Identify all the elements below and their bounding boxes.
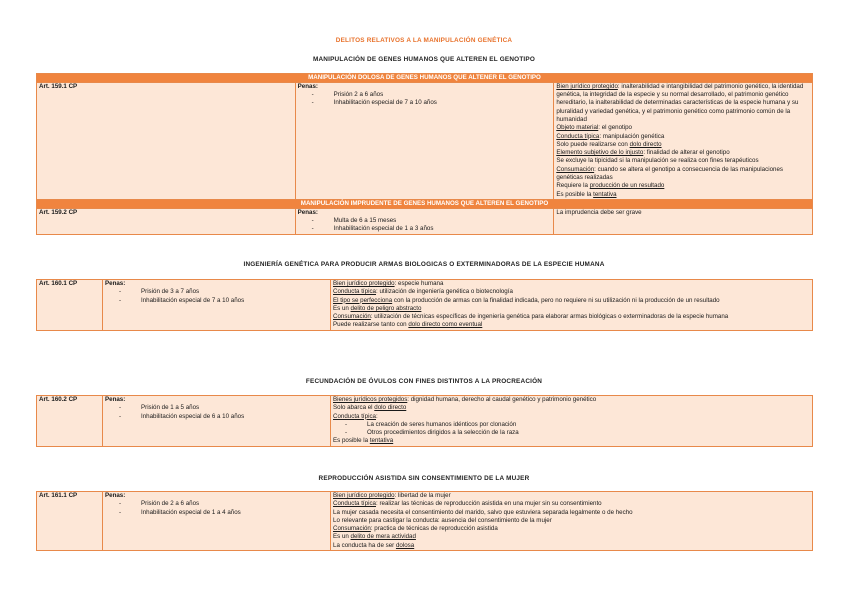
table-row [37,82,813,199]
objeto-material: Objeto material: el genotipo [556,124,632,132]
dolo-line: Puede realizarse tanto con dolo directo como eventual [333,321,483,329]
penalties-label: Penas: [105,396,126,403]
conducta-subitem: - Otros procedimientos dirigidos a la selección de la raza [345,429,519,437]
penalties-label: Penas: [105,492,126,499]
penalty-item: - Inhabilitación especial de 7 a 10 años [119,296,245,304]
row-header-imprudente: MANIPULACIÓN IMPRUDENTE DE GENES HUMANOS QUE ALTEREN EL GENOTIPO [37,199,813,208]
elemento-subjetivo: Elemento subjetivo de lo injusto: finalidad de alterar el genotipo [556,149,730,157]
table-ingenieria [36,279,813,331]
penalties-cell [103,396,331,447]
penalty-item: - Multa de 6 a 15 meses [311,217,397,225]
bullet-dash: - [119,288,122,296]
penalty-item: - Inhabilitación especial de 7 a 10 años [311,99,437,107]
imprudencia-line: La imprudencia debe ser grave [556,208,642,216]
bullet-dash: - [119,404,122,412]
exclusion-line: Se excluye la tipicidad si la manipulación se realiza con fines terapéuticos [556,157,759,165]
section-title-manipulacion: MANIPULACIÓN DE GENES HUMANOS QUE ALTEREN EL GENOTIPO [312,56,536,63]
table-row [37,280,813,331]
section-title-fecundacion: FECUNDACIÓN DE ÓVULOS CON FINES DISTINTOS A LA PROCREACIÓN [305,378,543,385]
penalty-item: - Inhabilitación especial de 1 a 3 años [311,225,434,233]
penalties-label: Penas: [297,208,318,216]
description-cell [331,396,813,447]
bien-juridico: Bien jurídico protegido: inalterabilidad e intangibilidad del patrimonio genético, la identidad genética, la integridad de la especie y su normal desarrollado, el patrimonio genético hereditario, la inalterabilidad de determinadas características de la especie humana y su pluralidad y variedad genética, y el patrimonio genético como patrimonio común de la humanidad [556,82,804,123]
mera-actividad: Es un delito de mera actividad [333,533,416,541]
section-title-reproduccion: REPRODUCCIÓN ASISTIDA SIN CONSENTIMIENTO DE LA MUJER [318,475,530,482]
requisito-line: Requiere la producción de un resultado [556,182,665,190]
penalties-cell [295,82,554,199]
table-manipulacion [36,73,813,235]
tentativa-line: Es posible la tentativa [333,437,394,445]
bullet-dash: - [345,420,348,428]
relevante-line: Lo relevante para castigar la conducta: ausencia del consentimiento de la mujer [333,516,552,524]
penalty-item: - Prisión de 2 a 6 años [119,500,200,508]
conducta-tipica: Conducta típica: utilización de ingeniería genética o biotecnología [333,288,513,296]
table-fecundacion [36,395,813,447]
bullet-dash: - [119,412,122,420]
tentativa-line: Es posible la tentativa [556,190,617,198]
tipo-perfecciona: El tipo se perfecciona con la producción de armas con la finalidad indicada, pero no requiere ni su utilización ni la producción de un resultado [333,296,720,304]
row-header-dolosa: MANIPULACIÓN DOLOSA DE GENES HUMANOS QUE ALTENER EL GENOTIPO [37,74,813,83]
penalties-label: Penas: [105,280,126,287]
section-title-ingenieria: INGENIERÍA GENÉTICA PARA PRODUCIR ARMAS BIOLOGICAS O EXTERMINADORAS DE LA ESPECIE HUMANA [243,261,605,268]
bullet-dash: - [311,99,314,107]
penalty-item: - Inhabilitación especial de 1 a 4 años [119,508,241,516]
conducta-tipica: Conducta típica: [333,412,378,420]
penalties-cell [295,208,554,234]
penalties-label: Penas: [297,82,318,90]
article-cell: Art. 160.2 CP [37,396,103,447]
penalties-cell [103,492,331,551]
mujer-casada: La mujer casada necesita el consentimiento del marido, salvo que estuviera separada legalmente o de hecho [333,508,633,516]
table-row [37,396,813,447]
consumacion: Consumación: cuando se altera el genotipo a consecuencia de las manipulaciones genéticas realizadas [556,165,784,182]
article-cell: Art. 161.1 CP [37,492,103,551]
conducta-tipica: Conducta típica: realizar las técnicas de reproducción asistida en una mujer sin su consentimiento [333,500,602,508]
document-title: DELITOS RELATIVOS A LA MANIPULACIÓN GENÉTICA [335,37,513,44]
delito-peligro: Es un delito de peligro abstracto [333,304,422,312]
bien-juridico: Bien jurídico protegido: libertad de la mujer [333,492,451,499]
bullet-dash: - [311,217,314,225]
dolo-line: Solo puede realizarse con dolo directo [556,140,662,148]
penalties-cell [103,280,331,331]
penalty-item: - Inhabilitación especial de 6 a 10 años [119,412,245,420]
description-cell [331,280,813,331]
penalty-item: - Prisión de 3 a 7 años [119,288,200,296]
bien-juridico: Bien jurídico protegido: especie humana [333,280,444,287]
bullet-dash: - [311,91,314,99]
bullet-dash: - [119,500,122,508]
bullet-dash: - [119,508,122,516]
penalty-item: - Prisión de 1 a 5 años [119,404,200,412]
article-cell: Art. 160.1 CP [37,280,103,331]
table-row [37,208,813,234]
table-reproduccion [36,491,813,551]
bullet-dash: - [311,225,314,233]
table-row [37,492,813,551]
bullet-dash: - [345,429,348,437]
article-cell: Art. 159.1 CP [37,82,296,199]
conducta-tipica: Conducta típica: manipulación genética [556,132,665,140]
description-cell [554,82,813,199]
dolo-line: Solo abarca el dolo directo [333,404,407,412]
penalty-item: - Prisión 2 a 6 años [311,91,384,99]
article-cell: Art. 159.2 CP [37,208,296,234]
consumacion: Consumación: practica de técnicas de reproducción asistida [333,525,498,533]
dolosa-line: La conducta ha de ser dolosa [333,541,415,549]
description-cell [554,208,813,234]
description-cell [331,492,813,551]
conducta-subitem: - La creación de seres humanos idénticos por clonación [345,420,517,428]
consumacion: Consumación: utilización de técnicas específicas de ingeniería genética para elaborar armas biológicas o exterminadoras de la especie humana [333,313,729,321]
bullet-dash: - [119,296,122,304]
bien-juridico: Bienes jurídicos protegidos: dignidad humana, derecho al caudal genético y patrimonio genético [333,396,597,403]
